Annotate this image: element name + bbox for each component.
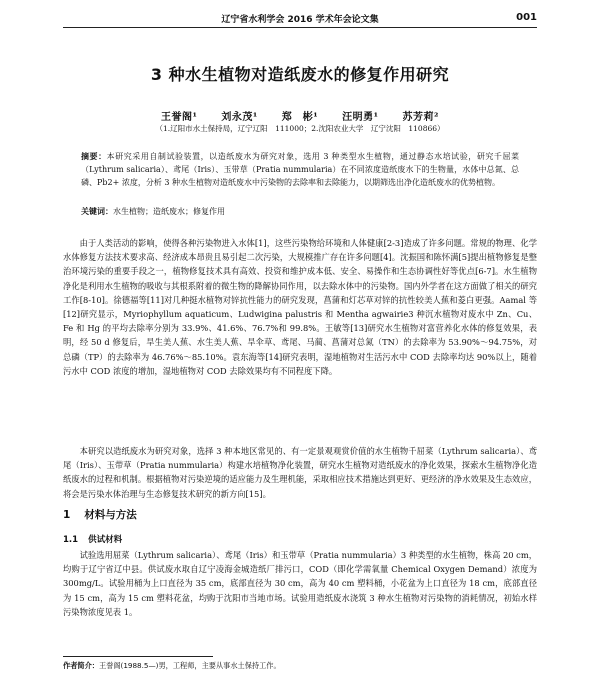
- intro-paragraph-1: 由于人类活动的影响，使得各种污染物进入水体[1]，这些污染物给环境和人体健康[2-3]造成了许多问题。常规的物理、化学水体修复方法技术要求高、经济成本昂贵且易引起二次污染，大规模推广存在许多问题[4]。沈振国和陈怀满[5]提出植物修复是整治环境污染的重要手段之一，植物修复技术具有高效、投资和维护成本低、安全、易操作和生态协调性好等优点[6-7]。水生植物净化是利用水生植物的吸收与其根系附着的微生物的降解协同作用，以去除水体中的污染物。国内外学者在这方面做了相关的研究工作[8-10]。徐德福等[11]对几种挺水植物对锌抗性能力的研究发现，菖蒲和灯芯草对锌的抗性较美人蕉和菱白更强。Aamal 等[12]研究显示，Myriophyllum aquaticum、Ludwigina palustris 和 Mentha agwairie3 种沉水植物对废水中 Zn、Cu、Fe 和 Hg 的平均去除率分别为 33.9%、41.6%、76.7%和 99.8%。王敏等[13]研究水生植物对富营养化水体的修复效果，表明，经 50 d 修复后，旱生美人蕉、水生美人蕉、旱伞草、鸢尾、马蔺、菖蒲对总氮（TN）的去除率为 53.90%～94.75%，对总磷（TP）的去除率为 46.76%～85.10%。袁东海等[14]研究表明，湿地植物对生活污水中 COD 去除率均达 90%以上，随着污水中 COD 浓度的增加，湿地植物对 COD 去除效果均有不同程度下降。: [63, 238, 537, 376]
- subsection-heading: [63, 533, 122, 545]
- abstract: [81, 150, 519, 189]
- footnote-label: 作者简介：: [63, 661, 99, 670]
- section-heading: [63, 507, 137, 522]
- author-list: [63, 108, 537, 123]
- journal-title: 辽宁省水利学会 2016 学术年会论文集: [221, 15, 379, 25]
- abstract-text: 本研究采用自制试验装置，以造纸废水为研究对象，选用 3 种类型水生植物，通过静态水培试验，研究千屈菜（Lythrum salicaria）、鸢尾（Iris）、玉带草（Pratia nummularia）在不同浓度造纸废水下的生物量，水体中总氮、总磷、Pb2+ 浓度，分析 3 种水生植物对造纸废水中污染物的去除率和去除能力，以期筛选出净化造纸废水的优势植物。: [81, 152, 520, 187]
- keywords: [81, 205, 519, 218]
- author: 王誉阁¹: [161, 112, 198, 123]
- author: 汪明勇¹: [342, 112, 379, 123]
- affiliations: （1.辽阳市水土保持局，辽宁辽阳 111000；2.沈阳农业大学 辽宁沈阳 110866）: [155, 124, 445, 133]
- intro-paragraph-2: 本研究以造纸废水为研究对象，选择 3 种本地区常见的、有一定景观观赏价值的水生植物千屈菜（Lythrum salicaria）、鸢尾（Iris）、玉带草（Pratia nummularia）构建水培植物净化装置，研究水生植物对造纸废水的净化效果，探索水生植物净化造纸废水的过程和机制。根据植物对污染逆境的适应能力及生理机能，采取相应技术措施达到更好、更经济的净水效果及生态效应，将会是污染水体治理与生态修复技术研究的新方向[15]。: [63, 446, 537, 499]
- footnote: [63, 661, 537, 671]
- footnote-rule: [63, 656, 213, 657]
- header-rule: [63, 27, 537, 28]
- author: 刘永茂¹: [221, 112, 258, 123]
- keywords-label: 关键词：: [81, 207, 113, 216]
- author: 郑 彬¹: [281, 112, 319, 123]
- paper-title: 3 种水生植物对造纸废水的修复作用研究: [150, 65, 450, 84]
- abstract-label: 摘要：: [81, 152, 107, 161]
- materials-paragraph: 试验选用屈菜（Lythrum salicaria）、鸢尾（Iris）和玉带草（Pratia nummularia）3 种类型的水生植物，株高 20 cm，均购于辽宁省辽中县。供试废水取自辽宁凌海金城造纸厂排污口，COD（即化学需氧量 Chemical Oxygen Demand）浓度为 300mg/L。试验用桶为上口直径为 35 cm，底部直径为 30 cm，高为 40 cm 塑料桶，小花盆为上口直径为 18 cm，底部直径为 15 cm，高为 15 cm 塑料花盆，均购于沈阳市当地市场。试验用造纸废水浇筑 3 种水生植物对污染物的消耗情况，初始水样污染物浓度见表 1。: [63, 550, 537, 617]
- subsection-title: 供试材料: [88, 535, 123, 545]
- subsection-number: 1.1: [63, 535, 79, 545]
- keywords-text: 水生植物；造纸废水；修复作用: [113, 207, 225, 216]
- author: 苏芳莉²: [402, 112, 439, 123]
- page-number: 001: [516, 12, 537, 23]
- section-title: 材料与方法: [84, 509, 137, 521]
- section-number: 1: [63, 509, 71, 521]
- running-head: [63, 12, 537, 26]
- footnote-text: 王誉阁(1988.5—)男，工程师，主要从事水土保持工作。: [98, 661, 281, 670]
